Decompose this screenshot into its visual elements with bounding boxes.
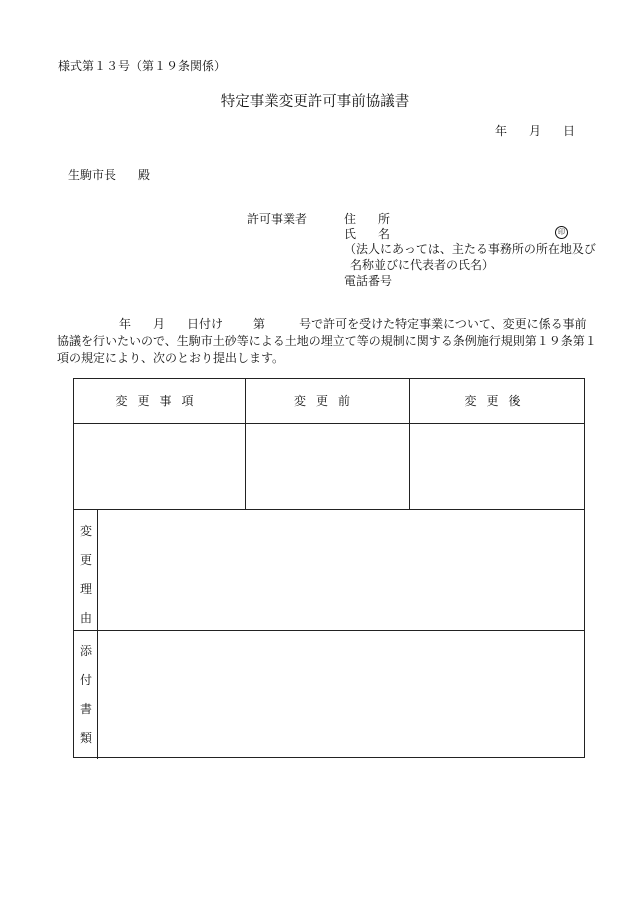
address-label-1: 住 <box>344 212 357 226</box>
reason-char: 由 <box>79 611 92 625</box>
change-table <box>73 378 585 758</box>
table-divider <box>74 423 584 424</box>
header-before-change: 変更前 <box>293 394 360 408</box>
applicant-note-line2: 名称並びに代表者の氏名） <box>350 258 495 272</box>
body-line1-rest: 号で許可を受けた特定事業について、変更に係る事前 <box>299 317 587 331</box>
body-number-prefix: 第 <box>253 317 266 331</box>
date-line <box>495 122 575 139</box>
reason-char: 理 <box>79 582 92 596</box>
attachments-label <box>74 637 98 753</box>
addressee-honorific: 殿 <box>138 168 151 182</box>
table-divider <box>74 630 584 631</box>
applicant-label: 許可事業者 <box>247 212 308 226</box>
phone-label: 電話番号 <box>344 274 393 288</box>
date-year: 年 <box>495 124 508 138</box>
attachments-char: 付 <box>79 673 92 687</box>
date-month: 月 <box>529 124 542 138</box>
body-date-suffix: 日付け <box>187 317 224 331</box>
body-line-3: 項の規定により、次のとおり提出します。 <box>57 351 285 365</box>
header-change-item: 変更事項 <box>115 394 204 408</box>
name-label-2: 名 <box>378 227 391 241</box>
reason-label <box>74 517 98 633</box>
address-label-2: 所 <box>378 212 391 226</box>
form-number: 様式第１３号（第１９条関係） <box>58 59 227 73</box>
table-divider <box>74 509 584 510</box>
attachments-char: 書 <box>79 702 92 716</box>
addressee-name: 生駒市長 <box>68 168 117 182</box>
body-year: 年 <box>119 317 132 331</box>
header-after-change: 変更後 <box>464 394 531 408</box>
reason-char: 更 <box>79 553 92 567</box>
body-paragraph <box>57 316 597 367</box>
body-line-1 <box>57 316 597 333</box>
addressee <box>68 166 150 183</box>
reason-char: 変 <box>79 524 92 538</box>
body-line-2: 協議を行いたいので、生駒市土砂等による土地の埋立て等の規制に関する条例施行規則第１９条第１ <box>57 334 597 348</box>
date-day: 日 <box>563 124 576 138</box>
name-label-1: 氏 <box>344 227 357 241</box>
attachments-char: 類 <box>79 731 92 745</box>
body-month: 月 <box>153 317 166 331</box>
document-title: 特定事業変更許可事前協議書 <box>220 94 410 110</box>
applicant-note-line1: （法人にあっては、主たる事務所の所在地及び <box>344 242 596 256</box>
attachments-char: 添 <box>79 644 92 658</box>
seal-mark: 印 <box>555 226 568 239</box>
